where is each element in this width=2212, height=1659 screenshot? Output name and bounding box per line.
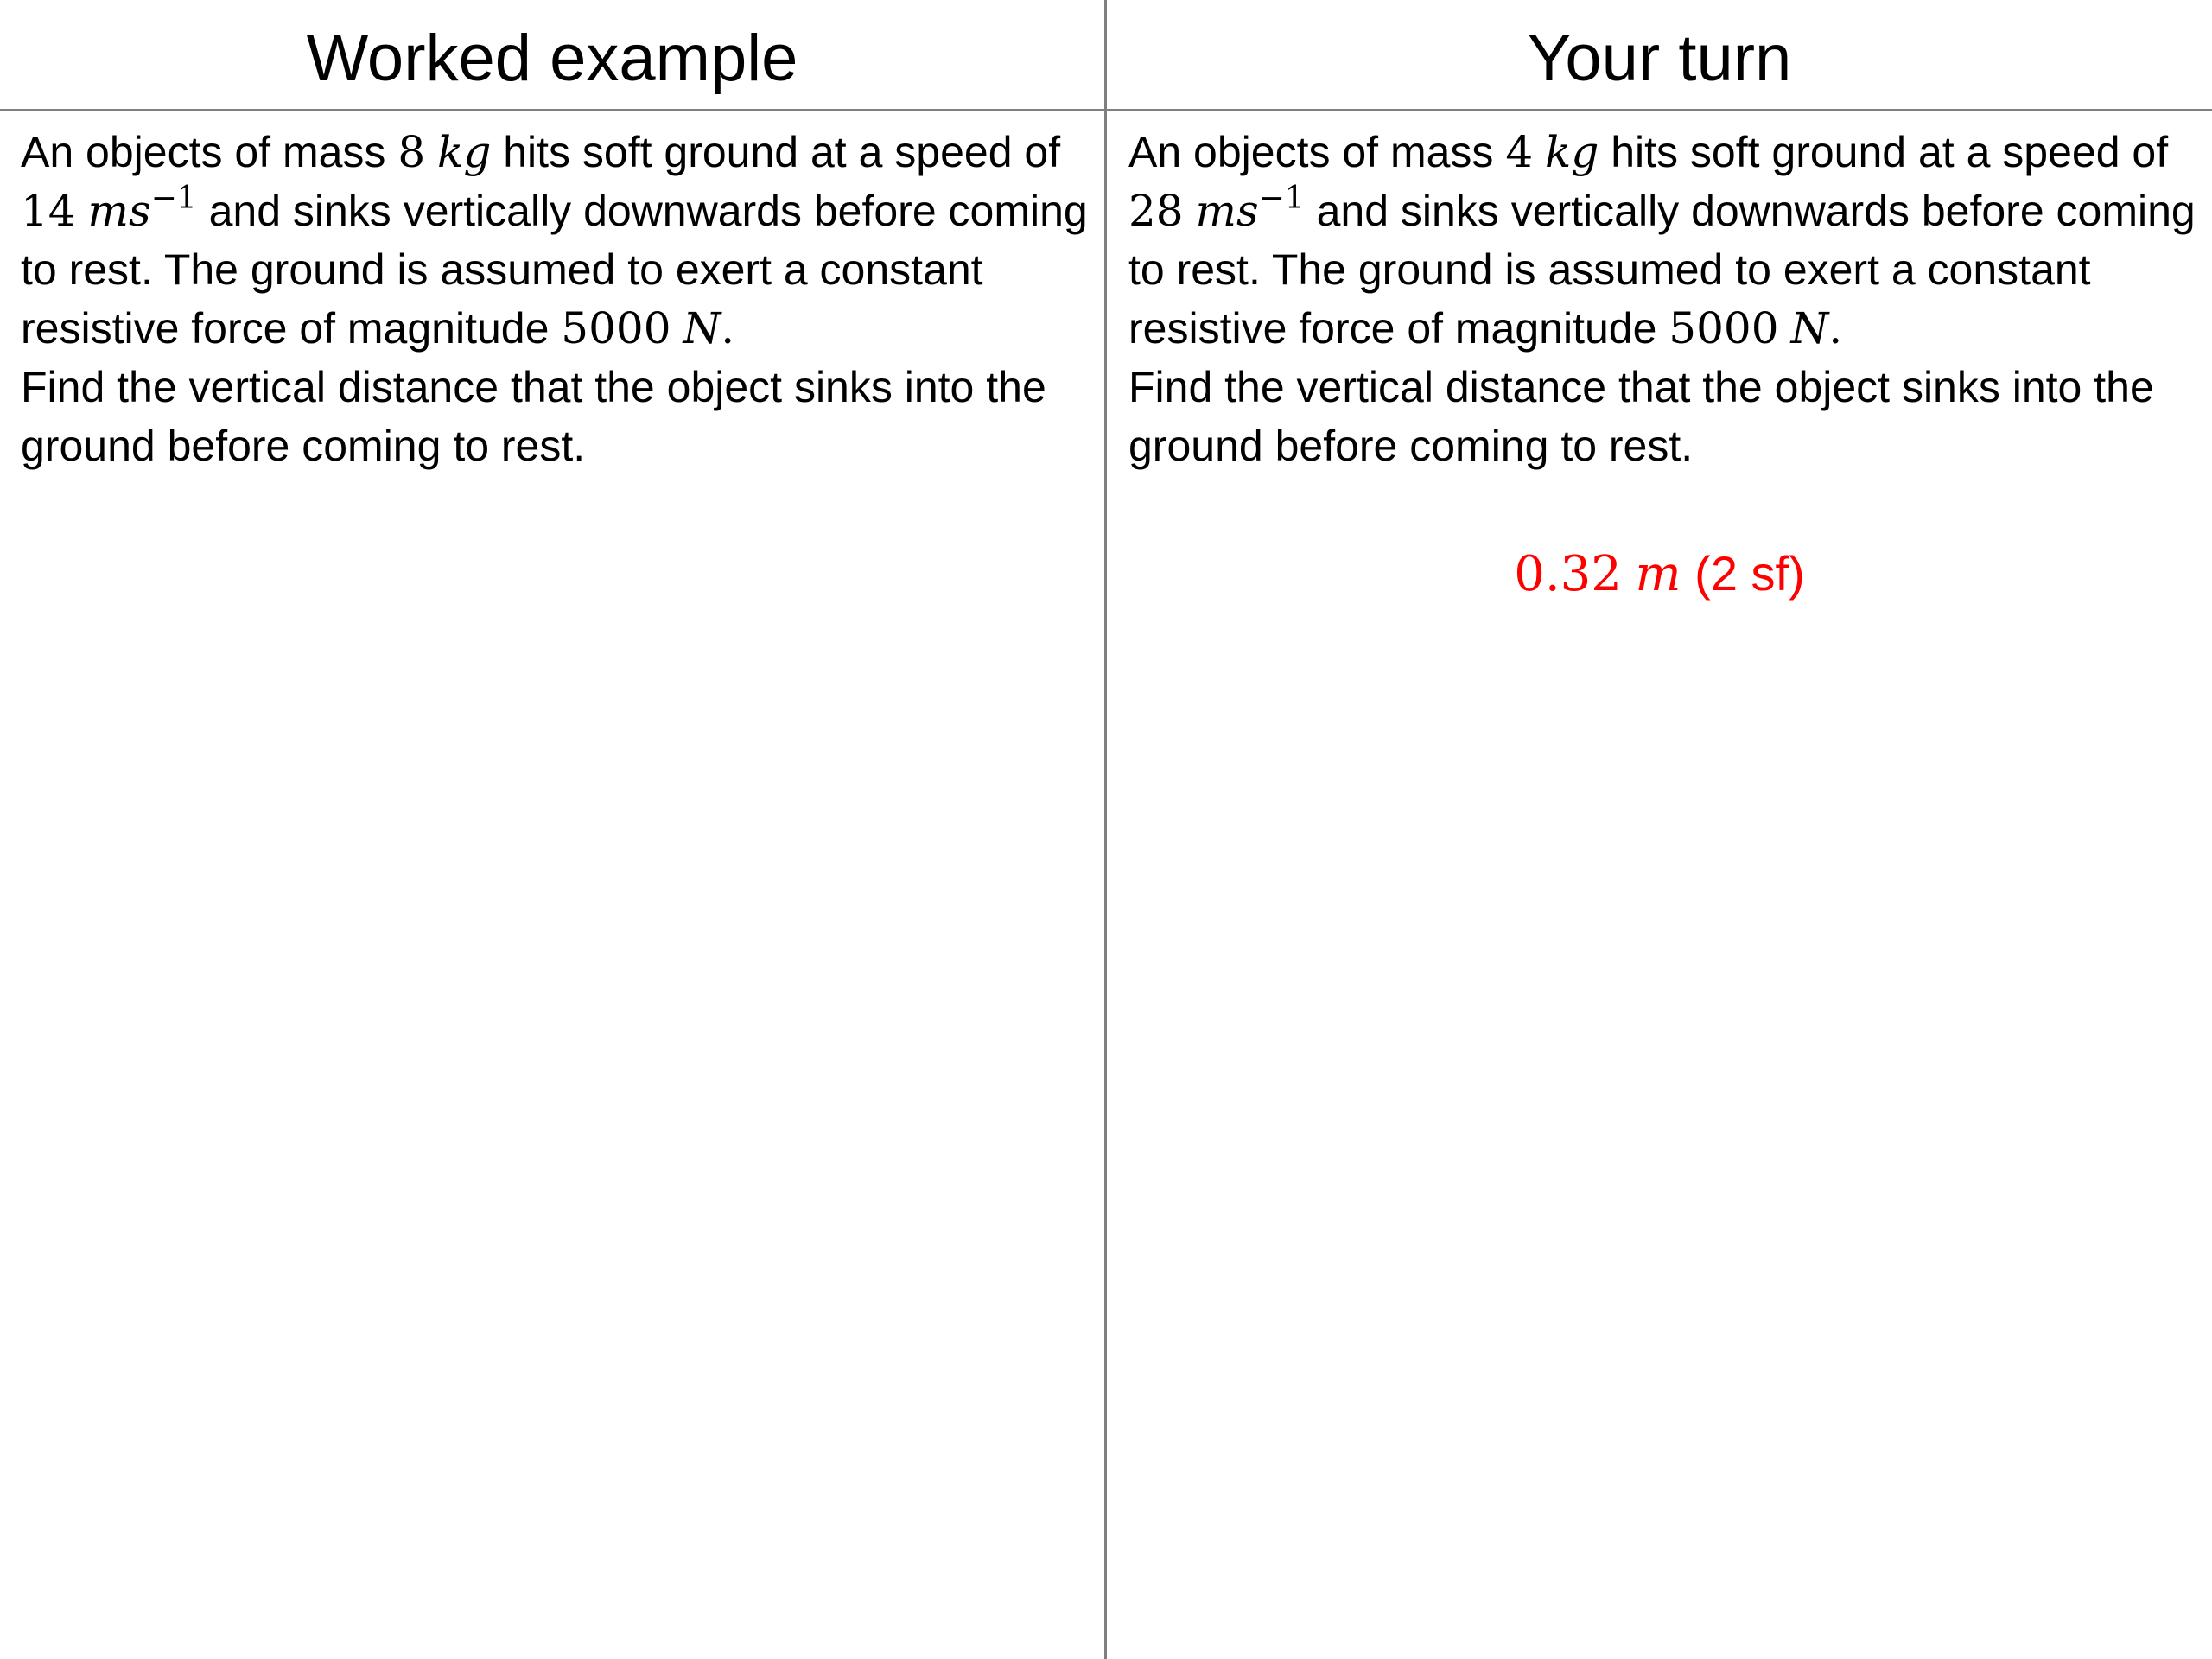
answer-unit: m	[1635, 546, 1681, 602]
worked-example-problem	[21, 123, 1092, 475]
problem-text: An objects of mass	[21, 128, 398, 176]
force-value: 5000	[1669, 303, 1779, 353]
answer-value: 0.32	[1514, 546, 1622, 602]
speed-value: 28	[1128, 186, 1184, 236]
speed-unit: ms	[1195, 186, 1259, 236]
question-text: Find the vertical distance that the object sinks into the ground before coming to rest.	[21, 363, 1046, 470]
speed-exponent: −1	[150, 181, 197, 216]
speed-exponent: −1	[1258, 181, 1305, 216]
force-unit: N	[683, 303, 721, 353]
force-period: .	[1828, 303, 1843, 353]
answer-note: (2 sf)	[1694, 546, 1805, 601]
problem-text: and sinks vertically downwards before coming to rest. The ground is assumed to exert a constant resistive force of magnitude	[21, 187, 1088, 353]
column-divider	[1104, 0, 1107, 1659]
problem-text: hits soft ground at a speed of	[1599, 128, 2169, 176]
question-text: Find the vertical distance that the object sinks into the ground before coming to rest.	[1128, 363, 2154, 470]
force-value: 5000	[561, 303, 671, 353]
answer	[1107, 543, 2212, 606]
speed-value: 14	[21, 186, 76, 236]
problem-text: hits soft ground at a speed of	[491, 128, 1061, 176]
force-unit: N	[1790, 303, 1829, 353]
mass-value: 4	[1505, 127, 1534, 177]
force-period: .	[721, 303, 735, 353]
problem-text: An objects of mass	[1128, 128, 1506, 176]
speed-unit: ms	[87, 186, 151, 236]
your-turn-problem	[1128, 123, 2200, 475]
your-turn-title: Your turn	[1527, 22, 1792, 95]
mass-value: 8	[397, 127, 426, 177]
worked-example-title: Worked example	[306, 22, 798, 95]
problem-text: and sinks vertically downwards before coming to rest. The ground is assumed to exert a constant resistive force of magnitude	[1128, 187, 2196, 353]
mass-unit: kg	[437, 127, 492, 177]
mass-unit: kg	[1545, 127, 1599, 177]
